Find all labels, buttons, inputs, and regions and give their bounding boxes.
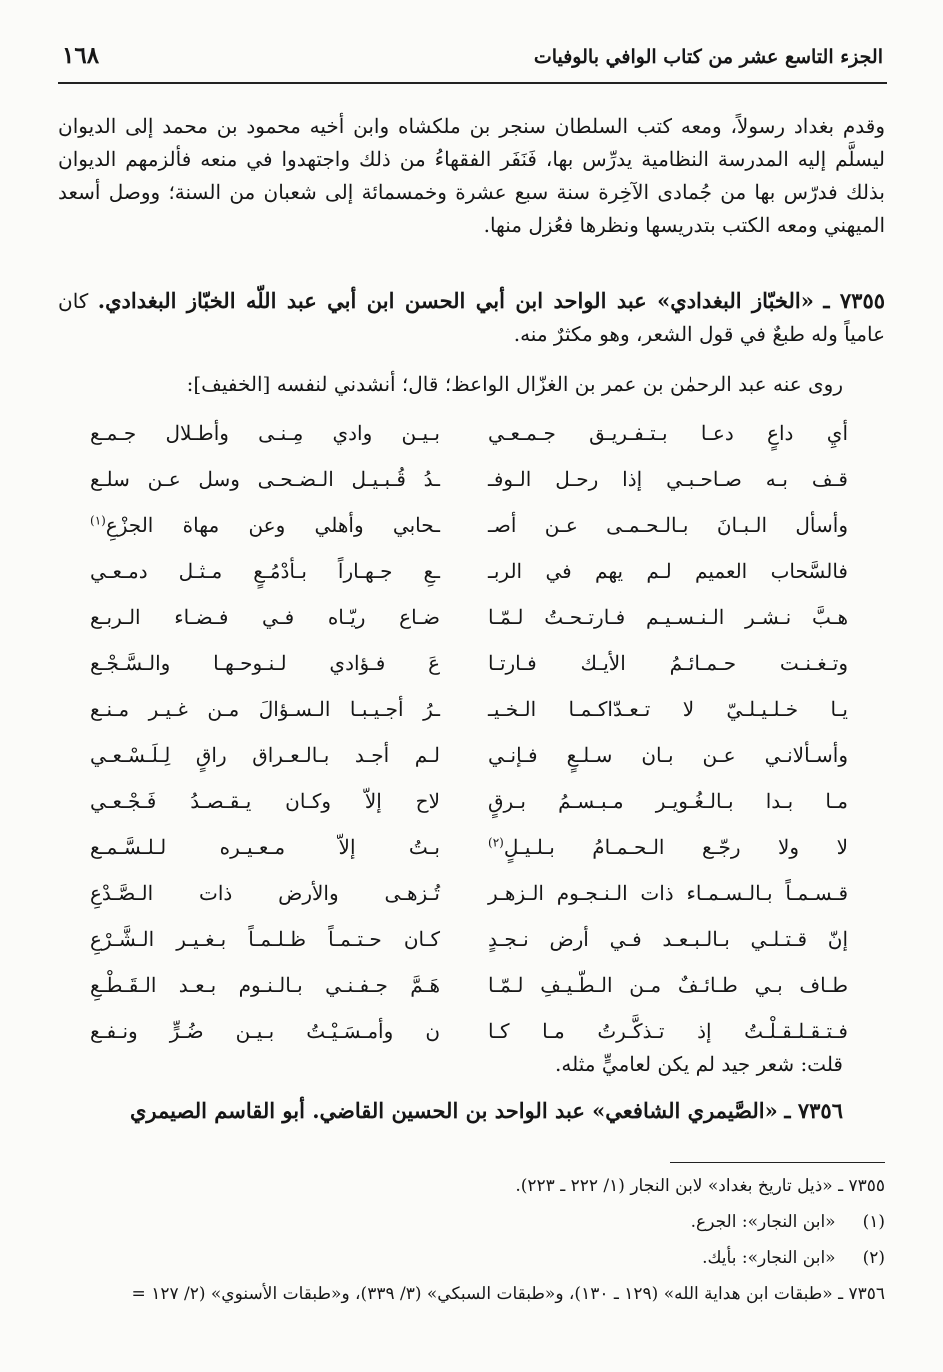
footnote-text: «ابن النجار»: الجرع. (690, 1212, 836, 1232)
verse-first-hemistich: فـتـقـلـقـلْـتُ إذ تـذكَّـرتُ مـا كـا (488, 1019, 848, 1043)
verse-second-hemistich: ـدُ قُـبـيـل الـضـحـى وسل عـن سلـع (90, 467, 440, 491)
verse-first-hemistich: وتـغـنـت حـمـائـمُ الأيـك فـارتـا (488, 651, 848, 675)
verse-first-hemistich: قـسـمـاً بـالـسـمـاء ذات الـنـجـوم الـزهـر (488, 881, 848, 905)
verse-second-hemistich: لـم أجـد بـالـعـراق راقٍ لِـلَـسْـعـي (90, 743, 440, 767)
entry-7356 (58, 1098, 843, 1123)
verse-second-hemistich: كـان حـتـمـاً ظـلـمـاً بـغـيـر الـشَّـرْعِ (90, 927, 440, 951)
entry-heading: «الصَّيمري الشافعي» عبد الواحد بن الحسين القاضي. أبو القاسم الصيمري (130, 1098, 778, 1123)
verse-second-hemistich: هَـمَّ جـفـنـي بـالـنـوم بـعـد الـقَـطْـعِ (90, 973, 440, 997)
entry-text: كان عامياً وله طبعٌ في قول الشعر، وهو مكثرٌ منه. (58, 289, 885, 346)
verse-second-hemistich: ـحابي وأهلي وعن مهاة الجزْعِ$^{(١)}$ (90, 513, 440, 537)
verse-second-hemistich: عَ فـؤادي لـنـوحـهـا والـسَّـجْـع (90, 651, 440, 675)
verse-first-hemistich: أيِ داعٍ دعـا بـتـفـريـق جـمـعـي (488, 421, 848, 445)
verse-second-hemistich: تُـزهـى والأرض ذات الـصَّـدْعِ (90, 881, 440, 905)
verse-line (90, 778, 848, 824)
footnote-text: «طبقات ابن هداية الله» (١٢٩ ـ ١٣٠)، و«طبقات السبكي» (٣/ ٣٣٩)، و«طبقات الأسنوي» (٢/ ١٢٧ = (131, 1284, 833, 1304)
verse-line (90, 548, 848, 594)
verse-line (90, 640, 848, 686)
verse-first-hemistich: هـبَّ نـشـر الـنـسـيـم فـارتـحـتُ لـمّـا (488, 605, 848, 629)
verse-line (90, 502, 848, 548)
footnote-label: ٧٣٥٦ ـ (838, 1284, 885, 1304)
footnote-text: «ذيل تاريخ بغداد» لابن النجار (١/ ٢٢٢ ـ ٢٢٣). (515, 1176, 833, 1196)
footnote-label: ٧٣٥٥ ـ (838, 1176, 885, 1196)
entry-heading: «الخبّاز البغدادي» عبد الواحد ابن أبي الحسن ابن أبي عبد اللّه الخبّاز البغدادي. (97, 288, 814, 313)
running-title: الجزء التاسع عشر من كتاب الوافي بالوفيات (533, 46, 883, 68)
verse-line (90, 916, 848, 962)
verse-second-hemistich: ـعِ جـهـاراً بـأدْمُـعٍ مـثـل دمـعـي (90, 559, 440, 583)
verse-line (90, 594, 848, 640)
verse-line (90, 1008, 848, 1054)
verse-line (90, 962, 848, 1008)
verse-first-hemistich: يـا خـلـيـلـيّ لا تـعـدّاكـمـا الـخـيـ (488, 697, 848, 721)
footnote-divider (670, 1162, 885, 1163)
page-number: ١٦٨ (62, 42, 100, 69)
footnote-marker: (٢) (488, 835, 504, 850)
verse-first-hemistich: وأسـألانـي عـن بـان سـلـعٍ فـإنـي (488, 743, 848, 767)
verse-first-hemistich: قـف بـه صـاحـبـي إذا رحـل الـوفـ (488, 467, 848, 491)
verse-line (90, 410, 848, 456)
poem (90, 410, 848, 1054)
entry-number: ٧٣٥٥ ـ (823, 288, 886, 313)
page-header (58, 38, 887, 84)
verse-second-hemistich: بـيـن وادي مِـنـى وأطـلال جـمـع (90, 421, 440, 445)
entry-7355 (58, 284, 885, 351)
verse-line (90, 456, 848, 502)
entry-number: ٧٣٥٦ ـ (784, 1098, 843, 1123)
verse-second-hemistich: ـرُ أجـيـبـا الـسـؤالَ مـن غـيـر مـنـع (90, 697, 440, 721)
editor-note: قلت: شعر جيد لم يكن لعاميٍّ مثله. (555, 1052, 843, 1076)
verse-second-hemistich: ن وأمـسَـيْـتُ بـيـن ضُـرٍّ ونـفـع (90, 1019, 440, 1043)
footnote-label: (١) (862, 1212, 885, 1232)
verse-second-hemistich: بـتُ إلاّ مـعـيـره لـلـسَّـمـع (90, 835, 440, 859)
verse-second-hemistich: لاح إلاّ وكـان يـقـصـدُ فَـجْـعـي (90, 789, 440, 813)
verse-first-hemistich: فالسَّحاب العميم لـم يهم في الربـ (488, 559, 848, 583)
verse-first-hemistich: طـاف بـي طـائـفٌ مـن الـطّـيـفِ لـمّـا (488, 973, 848, 997)
footnote (58, 1276, 885, 1312)
verse-first-hemistich: لا ولا رجّـع الـحـمـامُ بـلـيـلٍ$^{(٢)}$ (488, 835, 848, 859)
verse-line (90, 732, 848, 778)
verse-first-hemistich: مـا بـدا بـالـغُـويـر مـبـسـمُ بـرقٍ (488, 789, 848, 813)
footnote-text: «ابن النجار»: بأيك. (702, 1248, 836, 1268)
footnote-label: (٢) (862, 1248, 885, 1268)
verse-second-hemistich: ضـاع ريّـاه فـي فـضـاء الـربـع (90, 605, 440, 629)
poem-intro: روى عنه عبد الرحمٰن بن عمر بن الغزّال الواعظ؛ قال؛ أنشدني لنفسه [الخفيف]: (186, 372, 843, 396)
verse-line (90, 870, 848, 916)
footnote-marker: (١) (90, 513, 106, 528)
footnote (58, 1168, 885, 1204)
footnotes (58, 1168, 885, 1312)
footnote (58, 1204, 885, 1240)
verse-first-hemistich: وأسأل الـبـانَ بـالـحـمـى عـن أصـ (488, 513, 848, 537)
verse-line (90, 824, 848, 870)
footnote (58, 1240, 885, 1276)
paragraph-1: وقدم بغداد رسولاً، ومعه كتب السلطان سنجر بن ملكشاه وابن أخيه محمود بن محمد إلى الديوان ليسلَّم إليه المدرسة النظامية يدرِّس بها، فَنَفَر الفقهاءُ من ذلك واجتهدوا في منعه فألزمهم الديوان بذلك فدرّس بها من جُمادى الآخِرة سنة سبع عشرة وخمسمائة إلى شعبان من السنة؛ ووصل أسعد الميهني ومعه الكتب بتدريسها ونظرها فعُزل منها. (58, 114, 886, 237)
verse-first-hemistich: إنّ قـتـلـي بـالـبـعـد فـي أرض نـجـدٍ (488, 927, 848, 951)
verse-line (90, 686, 848, 732)
